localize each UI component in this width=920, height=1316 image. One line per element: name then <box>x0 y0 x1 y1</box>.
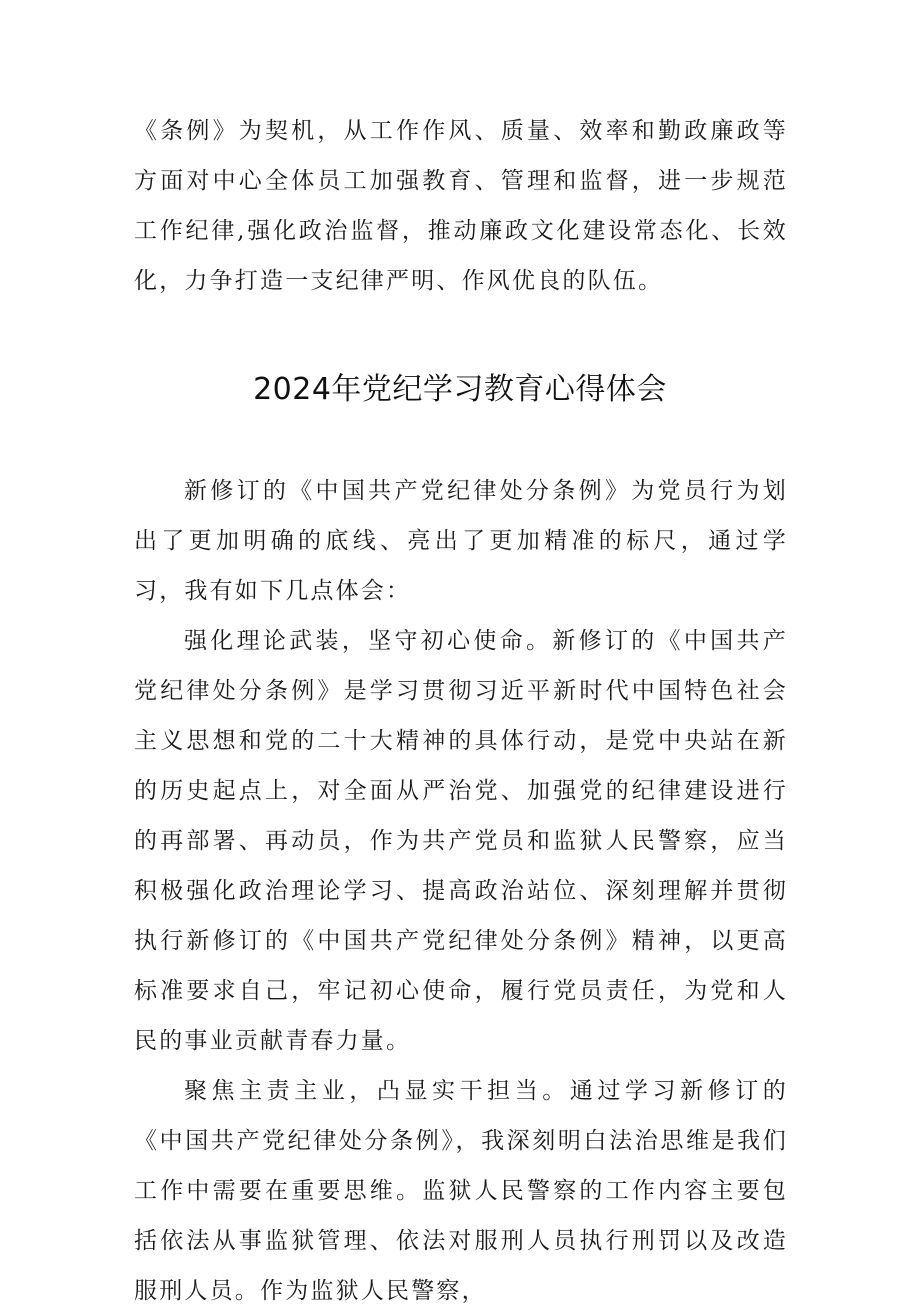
continuation-paragraph: 《条例》为契机，从工作作风、质量、效率和勤政廉政等方面对中心全体员工加强教育、管理和监督，进一步规范工作纪律,强化政治监督，推动廉政文化建设常态化、长效化，力争打造一支纪律严明、作风优良的队伍。 <box>134 118 788 294</box>
document-body <box>134 466 788 1316</box>
paragraph-duty: 聚焦主责主业，凸显实干担当。通过学习新修订的《中国共产党纪律处分条例》，我深刻明白法治思维是我们工作中需要在重要思维。监狱人民警察的工作内容主要包括依法从事监狱管理、依法对服刑人员执行刑罚以及改造服刑人员。作为监狱人民警察， <box>134 1078 788 1304</box>
paragraph-intro: 新修订的《中国共产党纪律处分条例》为党员行为划出了更加明确的底线、亮出了更加精准的标尺，通过学习，我有如下几点体会： <box>134 478 788 604</box>
continuation-text <box>134 106 788 306</box>
document-title: 2024年党纪学习教育心得体会 <box>253 372 667 407</box>
paragraph-theory: 强化理论武装，坚守初心使命。新修订的《中国共产党纪律处分条例》是学习贯彻习近平新时代中国特色社会主义思想和党的二十大精神的具体行动，是党中央站在新的历史起点上，对全面从严治党、加强党的纪律建设进行的再部署、再动员，作为共产党员和监狱人民警察，应当积极强化政治理论学习、提高政治站位、深刻理解并贯彻执行新修订的《中国共产党纪律处分条例》精神，以更高标准要求自己，牢记初心使命，履行党员责任，为党和人民的事业贡献青春力量。 <box>134 628 788 1054</box>
